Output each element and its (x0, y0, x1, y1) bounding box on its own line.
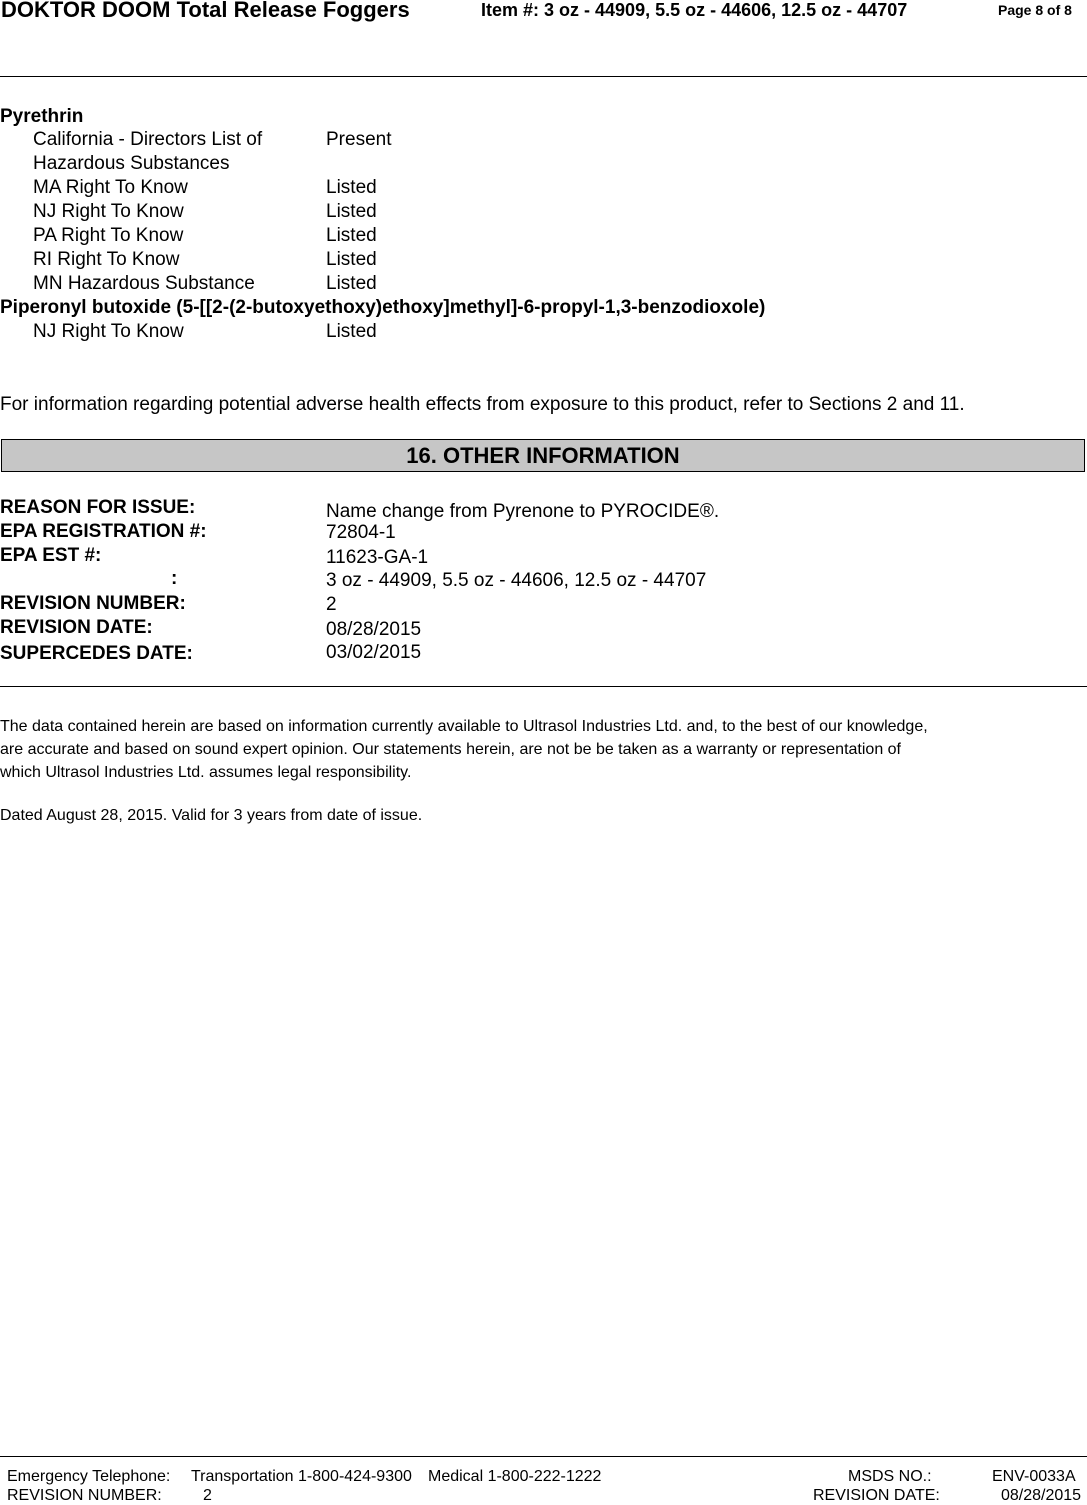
regulation-status: Listed (326, 225, 377, 246)
regulation-list: NJ Right To Know (33, 321, 184, 342)
header-divider (0, 76, 1087, 77)
epa-est-value: 11623-GA-1 (326, 547, 429, 568)
footer-revision-date-label: REVISION DATE: (813, 1487, 940, 1504)
footer-revision-date-value: 08/28/2015 (1001, 1487, 1082, 1504)
regulation-list: MN Hazardous Substance (33, 273, 255, 294)
disclaimer-text: are accurate and based on sound expert opinion. Our statements herein, are not be be taken as a warranty or representation of (0, 741, 901, 758)
item-label-colon: : (171, 568, 178, 589)
revision-number-label: REVISION NUMBER: (0, 593, 186, 614)
document-title: DOKTOR DOOM Total Release Foggers (1, 0, 410, 22)
regulation-status: Present (326, 129, 392, 150)
chemical-name-piperonyl-butoxide: Piperonyl butoxide (5-[[2-(2-butoxyethoxy)ethoxy]methyl]-6-propyl-1,3-benzodioxole) (0, 297, 766, 318)
regulation-status: Listed (326, 249, 377, 270)
reason-label: REASON FOR ISSUE: (0, 497, 196, 518)
epa-registration-value: 72804-1 (326, 522, 396, 543)
regulation-status: Listed (326, 273, 377, 294)
disclaimer-text: which Ultrasol Industries Ltd. assumes legal responsibility. (0, 764, 412, 781)
health-effects-note: For information regarding potential adverse health effects from exposure to this product, refer to Sections 2 and 11. (0, 394, 965, 415)
section-divider (0, 686, 1087, 687)
chemical-name-pyrethrin: Pyrethrin (0, 106, 84, 127)
msds-number-value: ENV-0033A (992, 1468, 1076, 1485)
dated-statement: Dated August 28, 2015. Valid for 3 years from date of issue. (0, 807, 423, 824)
regulation-list: NJ Right To Know (33, 201, 184, 222)
revision-date-value: 08/28/2015 (326, 619, 422, 640)
reason-value: Name change from Pyrenone to PYROCIDE®. (326, 501, 720, 522)
section-16-heading: 16. OTHER INFORMATION (406, 443, 680, 468)
disclaimer-text: The data contained herein are based on information currently available to Ultrasol Industries Ltd. and, to the best of our knowledge, (0, 718, 928, 735)
footer-divider (0, 1456, 1087, 1457)
supercedes-date-value: 03/02/2015 (326, 642, 422, 663)
footer-revision-number-label: REVISION NUMBER: (7, 1487, 162, 1504)
regulation-status: Listed (326, 177, 377, 198)
emergency-telephone-label: Emergency Telephone: (7, 1468, 171, 1485)
revision-number-value: 2 (326, 594, 337, 615)
transportation-phone: Transportation 1-800-424-9300 (191, 1468, 412, 1485)
regulation-list: PA Right To Know (33, 225, 184, 246)
epa-registration-label: EPA REGISTRATION #: (0, 521, 207, 542)
item-numbers: Item #: 3 oz - 44909, 5.5 oz - 44606, 12.5 oz - 44707 (481, 0, 908, 20)
regulation-list: Hazardous Substances (33, 153, 230, 174)
regulation-list: MA Right To Know (33, 177, 188, 198)
footer-revision-number-value: 2 (203, 1487, 212, 1504)
supercedes-date-label: SUPERCEDES DATE: (0, 643, 193, 664)
msds-number-label: MSDS NO.: (848, 1468, 932, 1485)
section-16-banner (1, 439, 1085, 472)
epa-est-label: EPA EST #: (0, 545, 102, 566)
medical-phone: Medical 1-800-222-1222 (428, 1468, 602, 1485)
page-number: Page 8 of 8 (998, 2, 1072, 18)
regulation-status: Listed (326, 321, 377, 342)
revision-date-label: REVISION DATE: (0, 617, 153, 638)
regulation-status: Listed (326, 201, 377, 222)
item-value: 3 oz - 44909, 5.5 oz - 44606, 12.5 oz - 44707 (326, 570, 707, 591)
regulation-list: California - Directors List of (33, 129, 263, 150)
regulation-list: RI Right To Know (33, 249, 180, 270)
